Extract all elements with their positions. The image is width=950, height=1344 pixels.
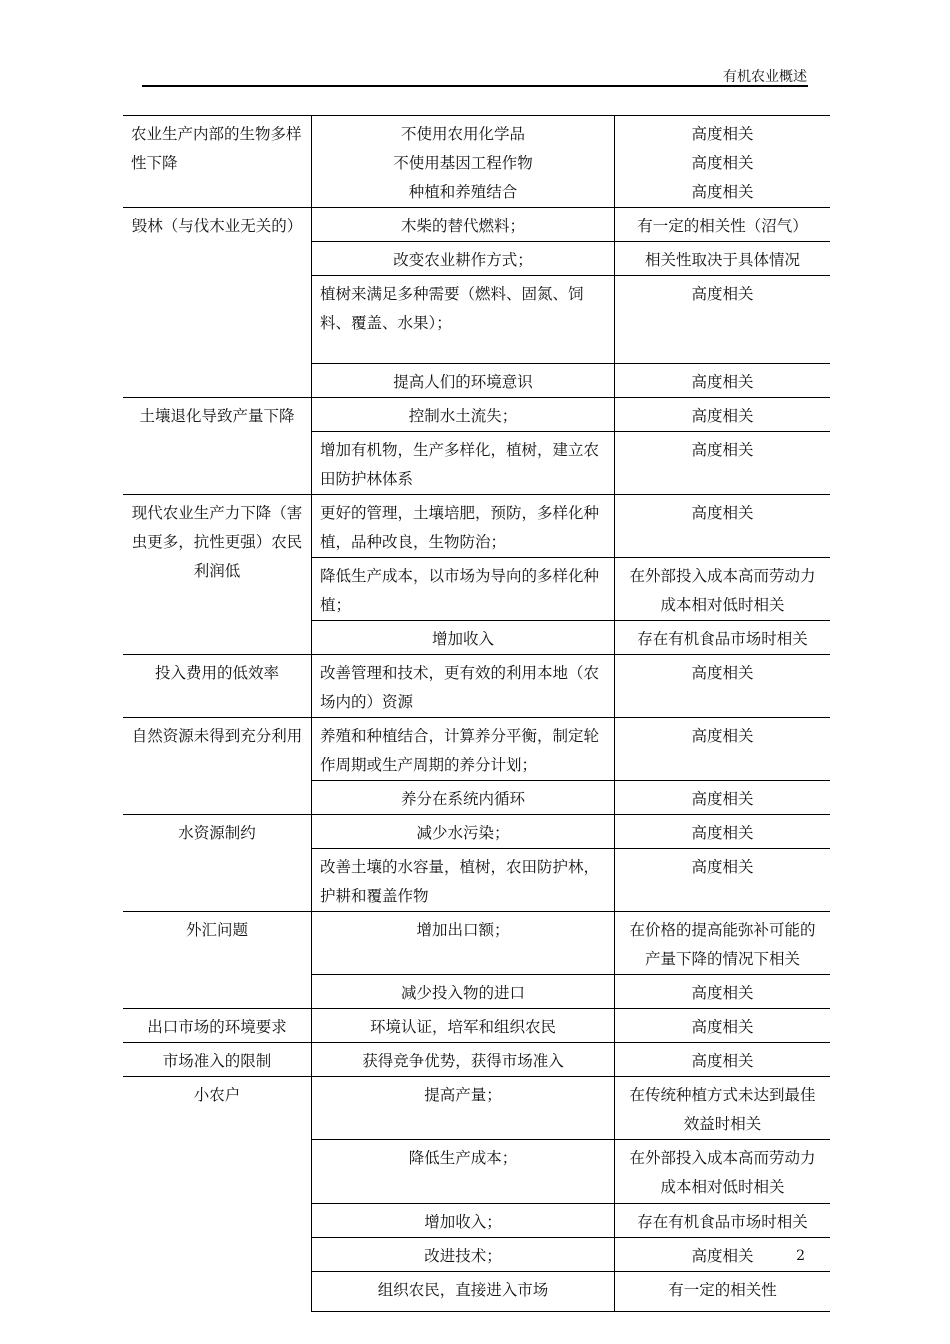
- table-row: [123, 495, 830, 558]
- measure-cell: 更好的管理，土壤培肥，预防，多样化种植，品种改良，生物防治；: [312, 495, 615, 558]
- measure-cell: 改善管理和技术，更有效的利用本地（农场内的）资源: [312, 655, 615, 718]
- table-row: [123, 1077, 830, 1140]
- measure-line: 不使用基因工程作物: [393, 154, 533, 172]
- problem-cell: 农业生产内部的生物多样性下降: [123, 116, 312, 208]
- measure-cell: 改变农业耕作方式；: [312, 242, 615, 276]
- relevance-cell: 高度相关: [615, 1043, 831, 1077]
- table-row: [123, 912, 830, 975]
- measure-cell: 增加出口额；: [312, 912, 615, 975]
- measure-cell: 控制水土流失；: [312, 398, 615, 432]
- relevance-cell: 高度相关: [615, 718, 831, 781]
- relevance-cell: 高度相关: [615, 849, 831, 912]
- relevance-cell: 高度相关: [615, 276, 831, 364]
- measure-cell: 减少水污染；: [312, 815, 615, 849]
- relevance-cell: 相关性取决于具体情况: [615, 242, 831, 276]
- table-row: [123, 1009, 830, 1043]
- table-row: [123, 398, 830, 432]
- relevance-line: 高度相关: [691, 125, 754, 143]
- problem-cell: 土壤退化导致产量下降: [123, 398, 312, 495]
- measure-cell: [312, 116, 615, 208]
- measure-cell: 养分在系统内循环: [312, 781, 615, 815]
- measure-cell: 增加收入；: [312, 1204, 615, 1238]
- relevance-cell: 高度相关: [615, 432, 831, 495]
- relevance-cell: 在价格的提高能弥补可能的产量下降的情况下相关: [615, 912, 831, 975]
- measure-cell: 提高人们的环境意识: [312, 364, 615, 398]
- measure-cell: 改进技术；: [312, 1238, 615, 1272]
- relevance-cell: 高度相关: [615, 1009, 831, 1043]
- measure-cell: 提高产量；: [312, 1077, 615, 1140]
- relevance-line: 高度相关: [691, 183, 754, 201]
- table-row: [123, 116, 830, 208]
- page-number: 2: [796, 1248, 805, 1264]
- measure-cell: 改善土壤的水容量，植树，农田防护林，护耕和覆盖作物: [312, 849, 615, 912]
- relevance-cell: 高度相关: [615, 398, 831, 432]
- measure-line: 不使用农用化学品: [400, 125, 525, 143]
- measure-cell: 植树来满足多种需要（燃料、固氮、饲料、覆盖、水果）；: [312, 276, 615, 364]
- table-body: [123, 116, 830, 1312]
- relevance-cell: 高度相关: [615, 1238, 831, 1272]
- table-row: [123, 718, 830, 781]
- problem-cell: 市场准入的限制: [123, 1043, 312, 1077]
- relevance-cell: 在外部投入成本高而劳动力成本相对低时相关: [615, 558, 831, 621]
- table-row: [123, 655, 830, 718]
- relevance-cell: 高度相关: [615, 495, 831, 558]
- problem-cell: 出口市场的环境要求: [123, 1009, 312, 1043]
- measure-line: 种植和养殖结合: [408, 183, 518, 201]
- measure-cell: 增加有机物，生产多样化，植树，建立农田防护林体系: [312, 432, 615, 495]
- measure-cell: 木柴的替代燃料；: [312, 208, 615, 242]
- measure-cell: 降低生产成本；: [312, 1140, 615, 1204]
- relevance-cell: 高度相关: [615, 655, 831, 718]
- problem-cell: 自然资源未得到充分利用: [123, 718, 312, 815]
- measure-cell: 组织农民，直接进入市场: [312, 1272, 615, 1312]
- relevance-cell: 高度相关: [615, 975, 831, 1009]
- measure-cell: 降低生产成本，以市场为导向的多样化种植；: [312, 558, 615, 621]
- relevance-cell: 存在有机食品市场时相关: [615, 1204, 831, 1238]
- measure-cell: 养殖和种植结合，计算养分平衡，制定轮作周期或生产周期的养分计划；: [312, 718, 615, 781]
- relevance-cell: 有一定的相关性（沼气）: [615, 208, 831, 242]
- table-row: [123, 1043, 830, 1077]
- table-row: [123, 815, 830, 849]
- header-title: 有机农业概述: [723, 69, 807, 85]
- header-rule: [142, 85, 808, 87]
- problem-cell: 毁林（与伐木业无关的）: [123, 208, 312, 398]
- relevance-cell: 在传统种植方式未达到最佳效益时相关: [615, 1077, 831, 1140]
- measure-cell: 获得竞争优势，获得市场准入: [312, 1043, 615, 1077]
- relevance-cell: 在外部投入成本高而劳动力成本相对低时相关: [615, 1140, 831, 1204]
- relevance-cell: 高度相关: [615, 364, 831, 398]
- measure-cell: 环境认证，培军和组织农民: [312, 1009, 615, 1043]
- problem-cell: 投入费用的低效率: [123, 655, 312, 718]
- relevance-line: 高度相关: [691, 154, 754, 172]
- relevance-cell: [615, 116, 831, 208]
- table-row: [123, 208, 830, 242]
- relevance-cell: 高度相关: [615, 815, 831, 849]
- relevance-cell: 存在有机食品市场时相关: [615, 621, 831, 655]
- measures-table: [123, 115, 830, 1312]
- measure-cell: 增加收入: [312, 621, 615, 655]
- relevance-cell: 高度相关: [615, 781, 831, 815]
- problem-cell: 现代农业生产力下降（害虫更多，抗性更强）农民利润低: [123, 495, 312, 655]
- problem-cell: 水资源制约: [123, 815, 312, 912]
- problem-cell: 小农户: [123, 1077, 312, 1312]
- relevance-cell: 有一定的相关性: [615, 1272, 831, 1312]
- measure-cell: 减少投入物的进口: [312, 975, 615, 1009]
- problem-cell: 外汇问题: [123, 912, 312, 1009]
